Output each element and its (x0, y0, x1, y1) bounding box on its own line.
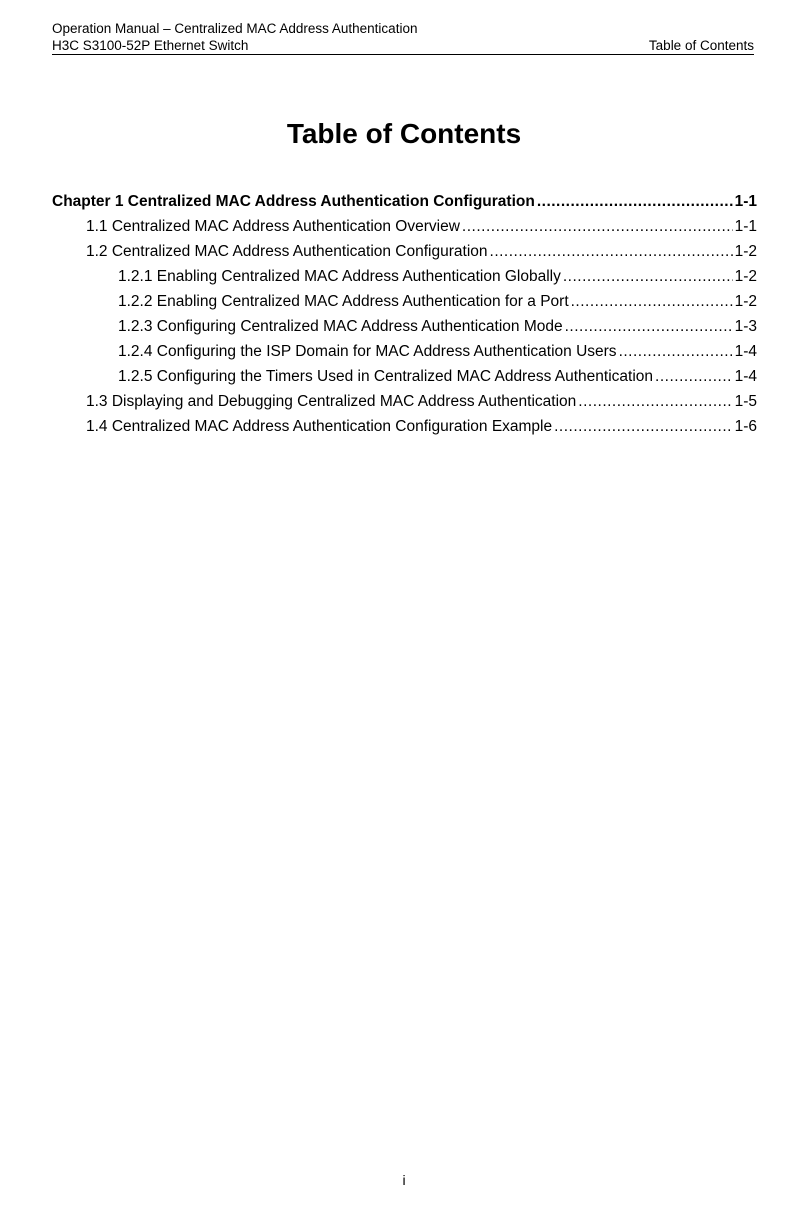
section-name: Table of Contents (648, 38, 754, 53)
toc-entry[interactable] (52, 239, 757, 264)
dot-leader (571, 289, 733, 314)
toc-entry-page: 1-6 (734, 418, 757, 435)
product-name: H3C S3100-52P Ethernet Switch (52, 38, 249, 53)
dot-leader (537, 189, 733, 214)
dot-leader (462, 214, 733, 239)
toc-entry-page: 1-5 (734, 393, 757, 410)
toc-entry-page: 1-4 (734, 343, 757, 360)
toc-entry-title: 1.1 Centralized MAC Address Authentication Overview (86, 218, 460, 235)
toc-entry-title: 1.2.3 Configuring Centralized MAC Address Authentication Mode (118, 318, 563, 335)
toc-entry-title: 1.2.1 Enabling Centralized MAC Address Authentication Globally (118, 268, 561, 285)
toc-entry-page: 1-2 (734, 293, 757, 310)
toc-entry-page: 1-2 (734, 268, 757, 285)
toc-entry[interactable] (52, 364, 757, 389)
toc-entry-page: 1-3 (734, 318, 757, 335)
toc-entry[interactable] (52, 389, 757, 414)
toc-entry[interactable] (52, 189, 757, 214)
dot-leader (490, 239, 733, 264)
toc-entry-title: 1.2.5 Configuring the Timers Used in Centralized MAC Address Authentication (118, 368, 654, 385)
header-rule (52, 54, 754, 55)
toc-entry-title: 1.3 Displaying and Debugging Centralized MAC Address Authentication (86, 393, 577, 410)
toc-entry-page: 1-4 (734, 368, 757, 385)
toc-entry-title: 1.4 Centralized MAC Address Authentication Configuration Example (86, 418, 553, 435)
toc-entry[interactable] (52, 214, 757, 239)
toc-entry-page: 1-1 (734, 193, 757, 210)
dot-leader (565, 314, 733, 339)
toc-entry-title: 1.2.2 Enabling Centralized MAC Address Authentication for a Port (118, 293, 569, 310)
page-number: i (402, 1172, 406, 1188)
page-header (52, 20, 754, 54)
toc-entry-page: 1-2 (734, 243, 757, 260)
toc-entry[interactable] (52, 339, 757, 364)
toc-entry[interactable] (52, 289, 757, 314)
dot-leader (563, 264, 733, 289)
dot-leader (554, 414, 732, 439)
toc-entry-title: 1.2 Centralized MAC Address Authentication Configuration (86, 243, 488, 260)
toc-entry-page: 1-1 (734, 218, 757, 235)
dot-leader (619, 339, 733, 364)
toc-entry-title: 1.2.4 Configuring the ISP Domain for MAC Address Authentication Users (118, 343, 617, 360)
manual-title: Operation Manual – Centralized MAC Address Authentication (52, 21, 418, 36)
toc-entry[interactable] (52, 264, 757, 289)
header-row (52, 37, 754, 54)
page-title: Table of Contents (286, 118, 522, 149)
table-of-contents (52, 189, 757, 439)
dot-leader (578, 389, 732, 414)
dot-leader (655, 364, 733, 389)
toc-entry[interactable] (52, 314, 757, 339)
toc-entry-title: Chapter 1 Centralized MAC Address Authentication Configuration (52, 193, 535, 210)
toc-entry[interactable] (52, 414, 757, 439)
